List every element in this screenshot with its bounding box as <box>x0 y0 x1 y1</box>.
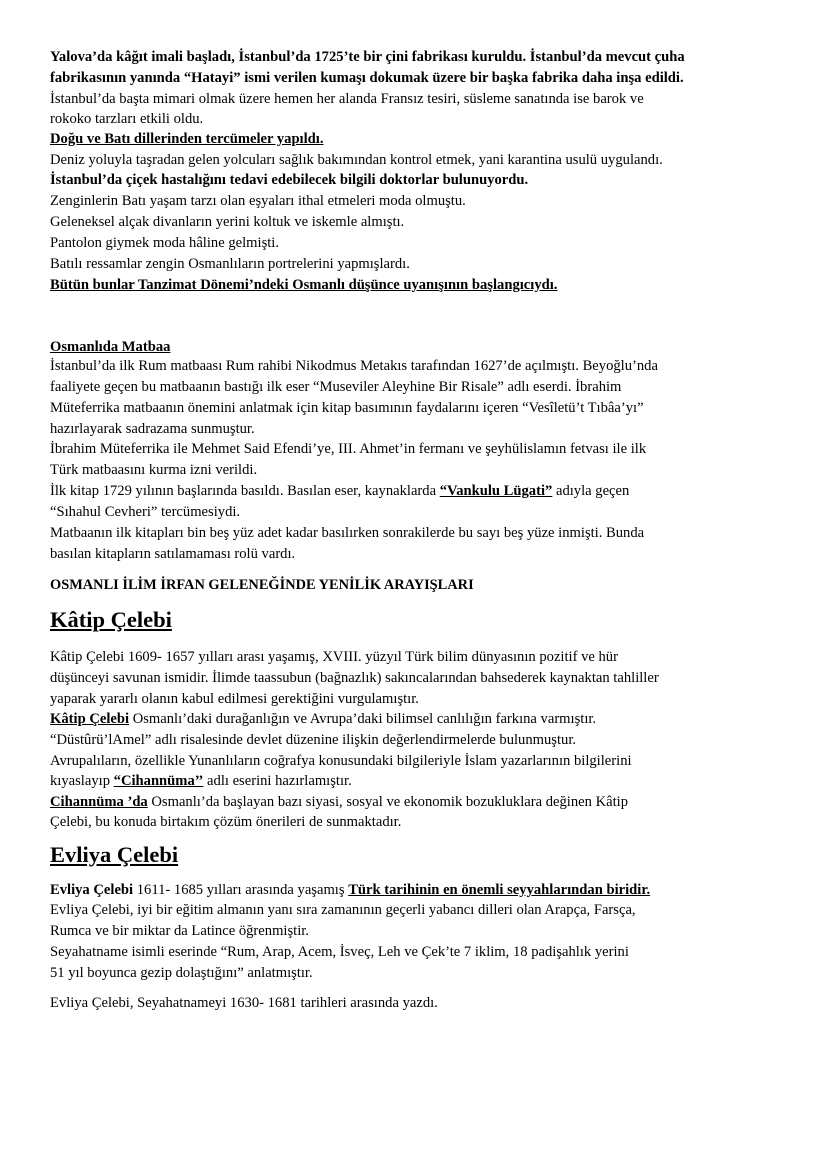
text-line <box>50 481 629 501</box>
text-line: Avrupalıların, özellikle Yunanlıların coğrafya konusundaki bilgileriyle İslam yazarlarının bilgilerini <box>50 753 632 769</box>
text-line: İstanbul’da ilk Rum matbaası Rum rahibi Nikodmus Metakıs tarafından 1627’de açılmıştı. Beyoğlu’nda <box>50 358 658 374</box>
emphasis-cihannuma-da: Cihannüma ’da <box>50 794 148 810</box>
text-line <box>50 792 628 812</box>
text-line: Rumca ve bir miktar da Latince öğrenmiştir. <box>50 923 309 939</box>
text-line: İstanbul’da başta mimari olmak üzere hemen her alanda Fransız tesiri, süsleme sanatında ise barok ve <box>50 91 644 107</box>
text-line: Zenginlerin Batı yaşam tarzı olan eşyaları ithal etmeleri moda olmuştu. <box>50 193 466 209</box>
text-line: rokoko tarzları etkili oldu. <box>50 111 204 127</box>
text-line: “Sıhahul Cevheri” tercümesiydi. <box>50 504 241 520</box>
text-line: “Düstûrü’lAmel” adlı risalesinde devlet düzenine ilişkin değerlendirmelerde bulunmuştur. <box>50 732 577 748</box>
emphasis-katip-celebi: Kâtip Çelebi <box>50 711 130 727</box>
text-line: yaparak yararlı olanın kabul edilmesi gerektiğini vurgulamıştır. <box>50 691 419 707</box>
text-line: hazırlayarak sadrazama sunmuştur. <box>50 421 255 437</box>
text-line <box>50 709 596 729</box>
text-run: Osmanlı’daki durağanlığın ve Avrupa’daki bilimsel canlılığın farkına varmıştır. <box>129 711 597 727</box>
text-run: İlk kitap 1729 yılının başlarında basıldı. Basılan eser, kaynaklarda <box>50 483 440 499</box>
section-title: OSMANLI İLİM İRFAN GELENEĞİNDE YENİLİK ARAYIŞLARI <box>50 577 474 593</box>
text-line: Müteferrika matbaanın önemini anlatmak için kitap basımının faydalarını içeren “Vesîletü’t Tıbâa’yı” <box>50 400 644 416</box>
text-line: Pantolon giymek moda hâline gelmişti. <box>50 235 280 251</box>
text-line: Evliya Çelebi, Seyahatnameyi 1630- 1681 tarihleri arasında yazdı. <box>50 995 438 1011</box>
text-run: kıyaslayıp <box>50 773 114 789</box>
heading-katip-celebi: Kâtip Çelebi <box>50 607 172 632</box>
text-line: İbrahim Müteferrika ile Mehmet Said Efendi’ye, III. Ahmet’in fermanı ve şeyhülislamın fetvası ile ilk <box>50 441 647 457</box>
text-line: Batılı ressamlar zengin Osmanlıların portrelerini yapmışlardı. <box>50 256 410 272</box>
text-line: Evliya Çelebi, iyi bir eğitim almanın yanı sıra zamanının geçerli yabancı dilleri olan Arapça, Farsça, <box>50 902 636 918</box>
text-run: adlı eserini hazırlamıştır. <box>203 773 352 789</box>
text-line: Yalova’da kâğıt imali başladı, İstanbul’da 1725’te bir çini fabrikası kuruldu. İstanbul’da mevcut çuha <box>50 49 685 65</box>
text-line: Deniz yoluyla taşradan gelen yolcuları sağlık bakımından kontrol etmek, yani karantina usulü uygulandı. <box>50 152 663 168</box>
text-line <box>50 880 650 900</box>
text-line: Geleneksel alçak divanların yerini koltuk ve iskemle almıştı. <box>50 214 405 230</box>
text-line: 51 yıl boyunca gezip dolaştığını” anlatmıştır. <box>50 965 313 981</box>
text-run: adıyla geçen <box>552 483 630 499</box>
text-line: Seyahatname isimli eserinde “Rum, Arap, Acem, İsveç, Leh ve Çek’te 7 iklim, 18 padişahlık yerini <box>50 944 629 960</box>
emphasis-evliya-celebi: Evliya Çelebi <box>50 882 134 898</box>
text-line: Kâtip Çelebi 1609- 1657 yılları arası yaşamış, XVIII. yüzyıl Türk bilim dünyasının pozitif ve hür <box>50 649 618 665</box>
text-line: Bütün bunlar Tanzimat Dönemi’ndeki Osmanlı düşünce uyanışının başlangıcıydı. <box>50 277 558 293</box>
emphasis-seyyah: Türk tarihinin en önemli seyyahlarından biridir. <box>348 882 651 898</box>
text-line: basılan kitapların satılamaması rolü vardı. <box>50 546 296 562</box>
text-line: faaliyete geçen bu matbaanın bastığı ilk eser “Museviler Aleyhine Bir Risale” adlı eserdi. İbrahim <box>50 379 622 395</box>
heading-evliya-celebi: Evliya Çelebi <box>50 842 179 867</box>
text-run: 1611- 1685 yılları arasında yaşamış <box>133 882 349 898</box>
text-line: Çelebi, bu konuda birtakım çözüm önerileri de sunmaktadır. <box>50 814 402 830</box>
section-heading-matbaa: Osmanlıda Matbaa <box>50 339 171 355</box>
text-line: Türk matbaasını kurma izni verildi. <box>50 462 258 478</box>
text-line: İstanbul’da çiçek hastalığını tedavi edebilecek bilgili doktorlar bulunuyordu. <box>50 172 529 188</box>
text-line: düşünceyi savunan ismidir. İlimde taassubun (bağnazlık) sakıncalarından bahsederek kaynaktan tahliller <box>50 670 659 686</box>
emphasis-cihannuma: “Cihannüma’’ <box>113 773 204 789</box>
text-run: Osmanlı’da başlayan bazı siyasi, sosyal ve ekonomik bozukluklara değinen Kâtip <box>147 794 628 810</box>
text-line: Matbaanın ilk kitapları bin beş yüz adet kadar basılırken sonrakilerde bu sayı beş yüze inmişti. Bunda <box>50 525 645 541</box>
text-line: Doğu ve Batı dillerinden tercümeler yapıldı. <box>50 131 324 147</box>
text-line <box>50 771 352 791</box>
emphasis-vankulu-lugati: “Vankulu Lügati” <box>439 483 553 499</box>
text-line: fabrikasının yanında “Hatayi” ismi verilen kumaşı dokumak üzere bir başka fabrika daha inşa edildi. <box>50 70 684 86</box>
